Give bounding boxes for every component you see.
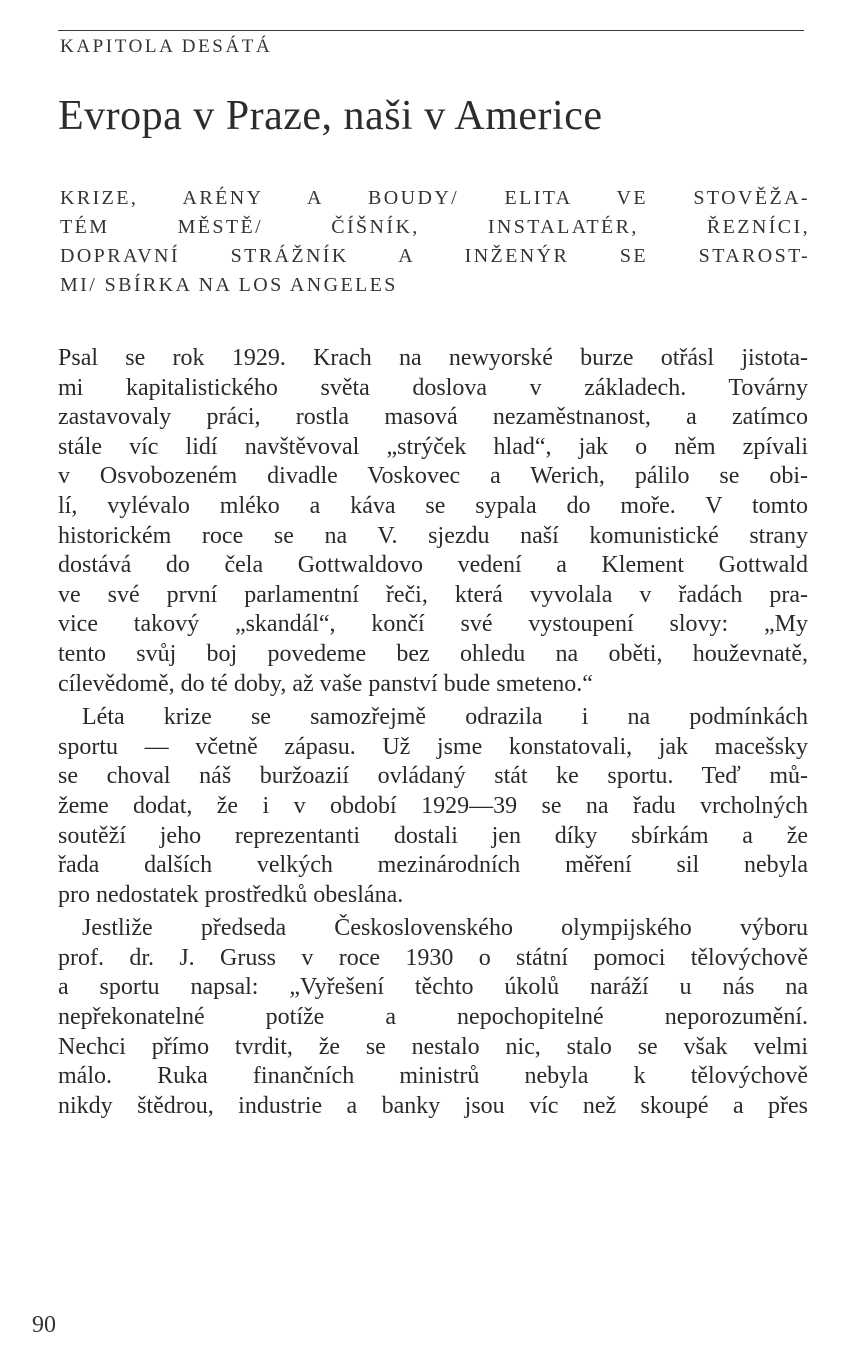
text-line: nikdy štědrou, industrie a banky jsou víc než skoupé a přes — [58, 1092, 808, 1119]
text-line: se choval náš buržoazií ovládaný stát ke sportu. Teď mů- — [58, 763, 808, 790]
text-line: mi kapitalistického světa doslova v základech. Továrny — [58, 374, 808, 401]
text-line: tento svůj boj povedeme bez ohledu na oběti, houževnatě, — [58, 640, 808, 667]
body-text — [58, 344, 808, 1121]
paragraph-2 — [58, 703, 808, 910]
paragraph-1 — [58, 344, 808, 699]
text-line: a sportu napsal: „Vyřešení těchto úkolů naráží u nás na — [58, 974, 808, 1001]
text-line: Jestliže předseda Československého olympijského výboru — [82, 915, 808, 942]
text-line: ve své první parlamentní řeči, která vyvolala v řadách pra- — [58, 581, 808, 608]
summary-line: DOPRAVNÍ STRÁŽNÍK A INŽENÝR SE STAROST- — [60, 245, 810, 267]
text-line: soutěží jeho reprezentanti dostali jen díky sbírkám a že — [58, 822, 808, 849]
summary-line: TÉM MĚSTĚ/ ČÍŠNÍK, INSTALATÉR, ŘEZNÍCI, — [60, 216, 810, 238]
text-line: Psal se rok 1929. Krach na newyorské burze otřásl jistota- — [58, 345, 808, 371]
text-line: dostává do čela Gottwaldovo vedení a Klement Gottwald — [58, 552, 808, 579]
text-line: Léta krize se samozřejmě odrazila i na podmínkách — [82, 704, 808, 731]
page-number: 90 — [32, 1312, 56, 1338]
chapter-title: Evropa v Praze, naši v Americe — [58, 93, 603, 139]
chapter-summary — [60, 184, 810, 300]
paragraph-3 — [58, 914, 808, 1121]
text-line: stále víc lidí navštěvoval „strýček hlad“, jak o něm zpívali — [58, 433, 808, 460]
text-line: řada dalších velkých mezinárodních měření sil nebyla — [58, 852, 808, 879]
text-line: cílevědomě, do té doby, až vaše panství bude smeteno.“ — [58, 670, 593, 697]
text-line: zastavovaly práci, rostla masová nezaměstnanost, a zatímco — [58, 404, 808, 431]
text-line: žeme dodat, že i v období 1929—39 se na řadu vrcholných — [58, 792, 808, 819]
text-line: nepřekonatelné potíže a nepochopitelné neporozumění. — [58, 1004, 808, 1031]
text-line: prof. dr. J. Gruss v roce 1930 o státní pomoci tělovýchově — [58, 944, 808, 971]
text-line: historickém roce se na V. sjezdu naší komunistické strany — [58, 522, 808, 549]
text-line: lí, vylévalo mléko a káva se sypala do moře. V tomto — [58, 492, 808, 519]
summary-line: KRIZE, ARÉNY A BOUDY/ ELITA VE STOVĚŽA- — [60, 187, 810, 209]
text-line: v Osvobozeném divadle Voskovec a Werich, pálilo se obi- — [58, 463, 808, 490]
text-line: málo. Ruka finančních ministrů nebyla k tělovýchově — [58, 1063, 808, 1090]
text-line: sportu — včetně zápasu. Už jsme konstatovali, jak macešsky — [58, 733, 808, 760]
text-line: Nechci přímo tvrdit, že se nestalo nic, stalo se však velmi — [58, 1033, 808, 1060]
top-rule — [58, 30, 804, 31]
chapter-label: KAPITOLA DESÁTÁ — [60, 36, 273, 57]
summary-line: MI/ SBÍRKA NA LOS ANGELES — [60, 274, 398, 296]
text-line: pro nedostatek prostředků obeslána. — [58, 881, 404, 908]
text-line: vice takový „skandál“, končí své vystoupení slovy: „My — [58, 611, 808, 638]
